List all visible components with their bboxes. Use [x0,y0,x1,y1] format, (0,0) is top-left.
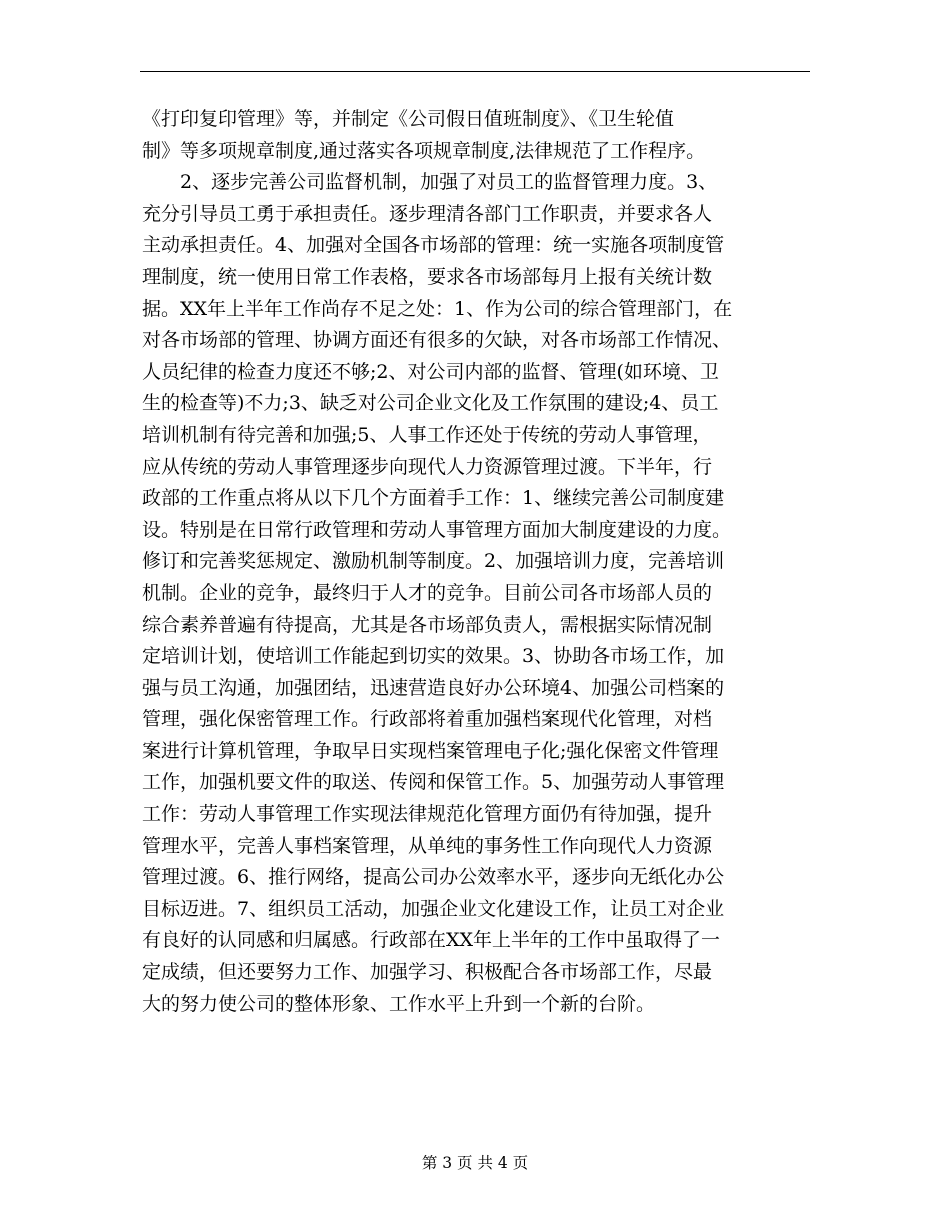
body-text [142,104,810,1020]
text-line: 人员纪律的检查力度还不够;2、对公司内部的监督、管理(如环境、卫 [142,360,719,383]
text-line: 《打印复印管理》等，并制定《公司假日值班制度》、《卫生轮值 [142,108,675,130]
text-line: 综合素养普遍有待提高，尤其是各市场部负责人，需根据实际情况制 [142,613,713,636]
text-line: 管理，强化保密管理工作。行政部将着重加强档案现代化管理，对档 [142,708,713,731]
text-line: 设。特别是在日常行政管理和劳动人事管理方面加大制度建设的力度。 [142,518,732,541]
text-line: 工作：劳动人事管理工作实现法律规范化管理方面仍有待加强，提升 [142,803,713,826]
text-line: 大的努力使公司的整体形象、工作水平上升到一个新的台阶。 [142,992,656,1015]
header-rule [140,71,810,72]
text-line: 培训机制有待完善和加强;5、人事工作还处于传统的劳动人事管理， [142,423,712,446]
text-line: 政部的工作重点将从以下几个方面着手工作：1、继续完善公司制度建 [142,487,725,510]
text-line: 修订和完善奖惩规定、激励机制等制度。2、加强培训力度，完善培训 [142,550,725,573]
text-line: 2、逐步完善公司监督机制，加强了对员工的监督管理力度。3、 [142,171,718,194]
text-line: 有良好的认同感和归属感。行政部在XX年上半年的工作中虽取得了一 [142,929,721,952]
text-line: 制》等多项规章制度,通过落实各项规章制度,法律规范了工作程序。 [142,139,706,162]
text-line: 工作，加强机要文件的取送、传阅和保管工作。5、加强劳动人事管理 [142,771,725,794]
text-line: 定培训计划，使培训工作能起到切实的效果。3、协助各市场工作，加 [142,645,725,668]
text-line: 定成绩，但还要努力工作、加强学习、积极配合各市场部工作，尽最 [142,961,713,984]
text-line: 管理水平，完善人事档案管理，从单纯的事务性工作向现代人力资源 [142,834,713,857]
text-line: 目标迈进。7、组织员工活动，加强企业文化建设工作，让员工对企业 [142,897,725,920]
text-line: 案进行计算机管理，争取早日实现档案管理电子化;强化保密文件管理 [142,739,719,762]
text-line: 强与员工沟通，加强团结，迅速营造良好办公环境4、加强公司档案的 [142,676,725,699]
text-line: 管理过渡。6、推行网络，提高公司办公效率水平，逐步向无纸化办公 [142,866,725,889]
text-line: 主动承担责任。4、加强对全国各市场部的管理：统一实施各项制度管 [142,234,725,257]
text-line: 机制。企业的竞争，最终归于人才的竞争。目前公司各市场部人员的 [142,581,713,604]
text-line: 充分引导员工勇于承担责任。逐步理清各部门工作职责，并要求各人 [142,202,713,225]
text-line: 应从传统的劳动人事管理逐步向现代人力资源管理过渡。下半年，行 [142,455,713,478]
text-line: 理制度，统一使用日常工作表格，要求各市场部每月上报有关统计数 [142,265,713,288]
page-footer: 第 3 页 共 4 页 [421,1154,529,1172]
text-line: 据。XX年上半年工作尚存不足之处：1、作为公司的综合管理部门，在 [142,297,733,320]
text-line: 对各市场部的管理、协调方面还有很多的欠缺，对各市场部工作情况、 [142,329,732,352]
text-line: 生的检查等)不力;3、缺乏对公司企业文化及工作氛围的建设;4、员工 [142,392,719,415]
